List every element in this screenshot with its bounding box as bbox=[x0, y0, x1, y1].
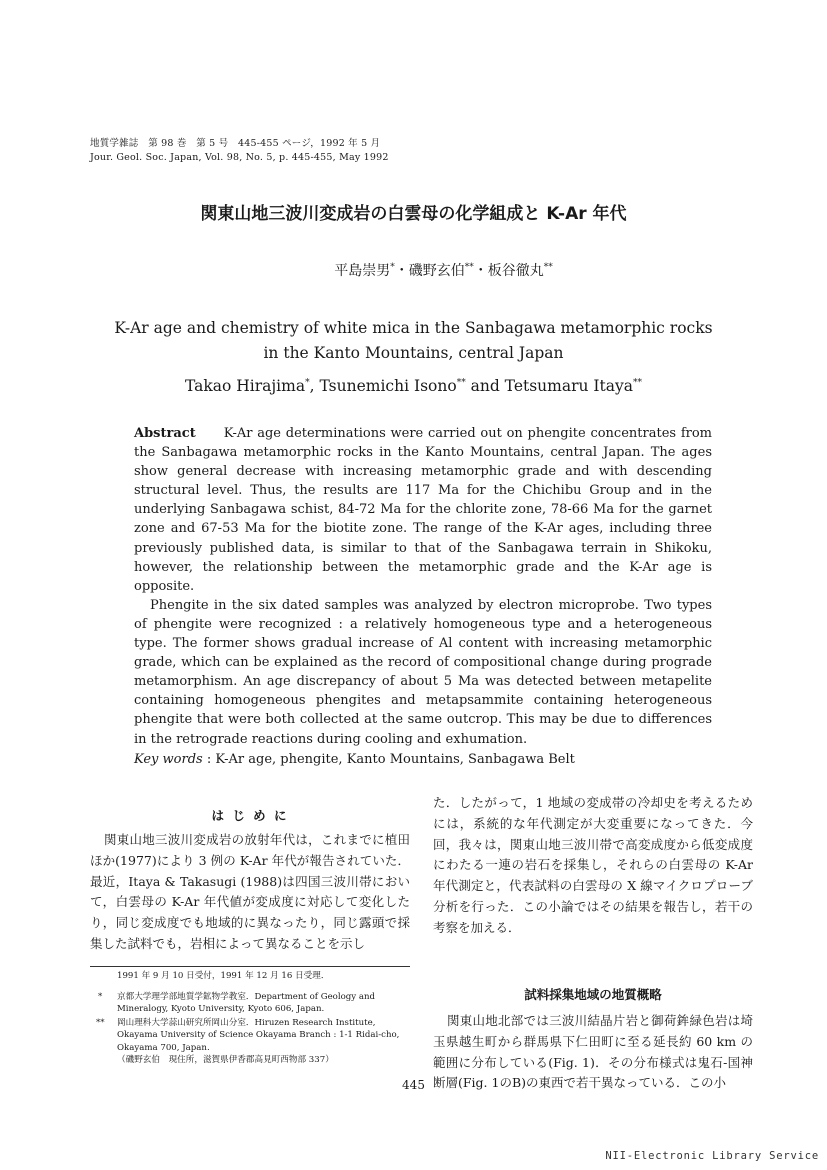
affiliation-mark: ** bbox=[464, 262, 474, 273]
abstract bbox=[134, 424, 712, 749]
affiliation-mark: ** bbox=[456, 377, 466, 388]
footnote-text: （磯野玄伯 現住所，滋賀県伊香郡高見町西物部 337） bbox=[117, 1054, 334, 1065]
author-jp-2: ・磯野玄伯 bbox=[394, 263, 465, 279]
author-en-3: and Tetsumaru Itaya bbox=[465, 377, 634, 395]
affiliation-mark: * bbox=[390, 262, 395, 273]
title-japanese: 関東山地三波川変成岩の白雲母の化学組成と K-Ar 年代 bbox=[200, 204, 627, 224]
abstract-paragraph-1: K-Ar age determinations were carried out on phengite concentrates from the Sanbagawa metamorphic rocks in the Kanto Mountains, central Japan. The ages show general decrease with increasing metamorphic grade and with descending structural level. Thus, the results are 117 Ma for the Chichibu Group and in the underlying Sanbagawa schist, 84-72 Ma for the chlorite zone, 78-66 Ma for the garnet zone and 67-53 Ma for the biotite zone. The range of the K-Ar ages, including three previously published data, is similar to that of the Sanbagawa terrain in Shikoku, however, the relationship between the metamorphic grade and the K-Ar age is opposite. bbox=[134, 426, 712, 594]
author-jp-1: 平島崇男 bbox=[334, 263, 391, 279]
abstract-label: Abstract bbox=[134, 426, 196, 441]
footnote-divider bbox=[90, 966, 410, 967]
footnote-text: 岡山理科大学蒜山研究所岡山分室．Hiruzen Research Institute, Okayama University of Science Okayama Branch : 1-1 Ridai-cho, Okayama 700, Japan. bbox=[117, 1018, 400, 1053]
title-english-line-2: in the Kanto Mountains, central Japan bbox=[263, 344, 564, 362]
footnote-text: 京都大学理学部地質学鉱物学教室．Department of Geology and Mineralogy, Kyoto University, Kyoto 606, Japan. bbox=[117, 992, 375, 1015]
footnote-received: 1991 年 9 月 10 日受付，1991 年 12 月 16 日受理． bbox=[117, 971, 330, 981]
footnote-affiliation-1 bbox=[90, 991, 415, 1016]
journal-citation-jp: 地質学雑誌 第 98 巻 第 5 号 445-455 ページ，1992 年 5 月 bbox=[90, 138, 381, 149]
keywords-text: : K-Ar age, phengite, Kanto Mountains, Sanbagawa Belt bbox=[202, 752, 575, 767]
affiliation-mark: ** bbox=[543, 262, 553, 273]
library-service-footer: NII-Electronic Library Service bbox=[605, 1150, 819, 1162]
title-english-line-1: K-Ar age and chemistry of white mica in the Sanbagawa metamorphic rocks bbox=[114, 319, 713, 337]
intro-body: 関東山地三波川変成岩の放射年代は，これまでに植田ほか(1977)により 3 例の K-Ar 年代が報告されていた．最近，Itaya & Takasugi (1988)は四国三波川帯において，白雲母の K-Ar 年代値が変成度に対応して変化したり，同じ変成度でも地域的に異なったり，同じ露頭で採集した試料でも，岩相によって異なることを示し bbox=[90, 832, 410, 951]
keywords bbox=[134, 752, 575, 767]
authors-english bbox=[0, 377, 827, 395]
intro-heading: は じ め に bbox=[211, 808, 289, 823]
keywords-label: Key words bbox=[134, 752, 203, 767]
intro-body-continued: た．したがって，1 地域の変成帯の冷却史を考えるためには，系統的な年代測定が大変重要になってきた．今回，我々は，関東山地三波川帯で高変成度から低変成度にわたる一連の岩石を採集し，それらの白雲母の K-Ar 年代測定と，代表試料の白雲母の X 線マイクロプローブ分析を行った．この小論ではその結果を報告し，若干の考察を加える． bbox=[433, 795, 753, 935]
affiliation-mark: ** bbox=[633, 377, 643, 388]
footnote-mark: ** bbox=[96, 1018, 105, 1028]
title-english bbox=[0, 316, 827, 366]
page-number: 445 bbox=[402, 1078, 425, 1092]
geology-body: 関東山地北部では三波川結晶片岩と御荷鉾緑色岩は埼玉県越生町から群馬県下仁田町に至る延長約 60 km の範囲に分布している(Fig. 1)．その分布様式は鬼石-国神断層(Fig. 1のB)の東西で若干異なっている．この小 bbox=[433, 1013, 753, 1091]
author-en-1: Takao Hirajima bbox=[184, 377, 306, 395]
authors-japanese bbox=[0, 260, 827, 280]
author-jp-3: ・板谷徹丸 bbox=[473, 263, 544, 279]
abstract-paragraph-2: Phengite in the six dated samples was analyzed by electron microprobe. Two types of phengite were recognized : a relatively homogeneous type and a heterogeneous type. The former shows gradual increase of Al content with increasing metamorphic grade, which can be explained as the record of compositional change during prograde metamorphism. An age discrepancy of about 5 Ma was detected between metapelite containing homogeneous phengites and metapsammite containing heterogeneous phengite that were both collected at the same outcrop. This may be due to differences in the retrograde reactions during cooling and exhumation. bbox=[134, 597, 712, 747]
journal-citation-en: Jour. Geol. Soc. Japan, Vol. 98, No. 5, p. 445-455, May 1992 bbox=[90, 152, 389, 163]
footnote-affiliation-2 bbox=[90, 1017, 415, 1066]
affiliation-mark: * bbox=[305, 377, 310, 388]
footnote-mark: * bbox=[98, 992, 103, 1002]
geology-heading: 試料採集地域の地質概略 bbox=[524, 987, 662, 1002]
author-en-2: , Tsunemichi Isono bbox=[309, 377, 457, 395]
